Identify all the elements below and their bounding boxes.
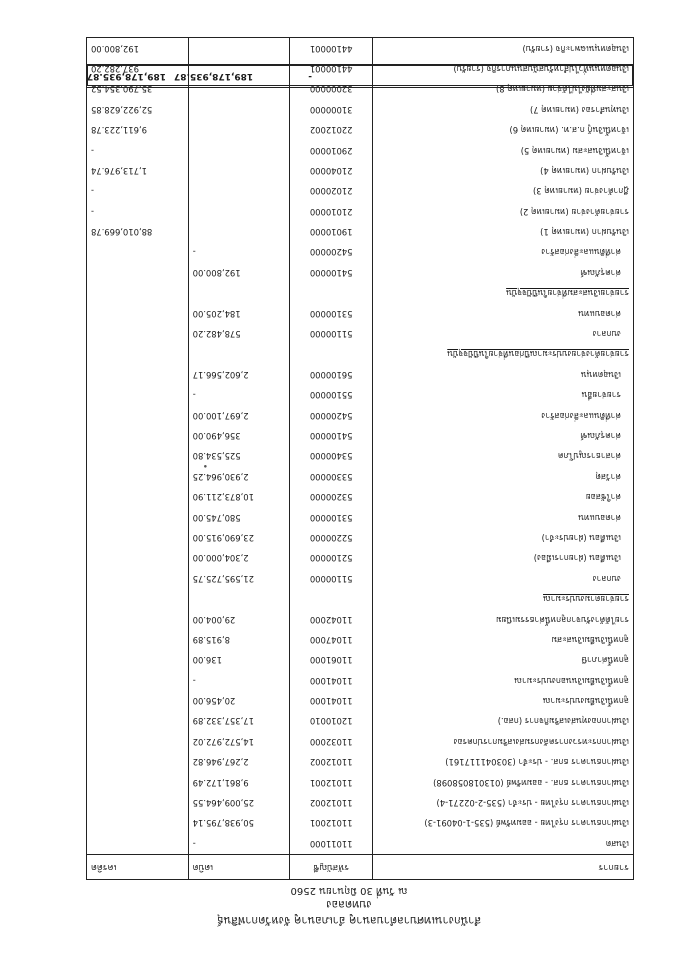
- row-debit: 580,745.00: [188, 507, 290, 527]
- row-credit: [87, 793, 189, 813]
- row-debit: -: [188, 242, 290, 262]
- row-code: 44100001: [290, 59, 373, 79]
- row-item: เจ้าหนี้เงินสะสม (หมายเหตุ 5): [373, 140, 634, 160]
- row-code: 21040000: [290, 161, 373, 181]
- row-debit: 136.00: [188, 650, 290, 670]
- row-credit: [87, 487, 189, 507]
- row-item: เงินสะสมที่ยังไม่ได้จ่าย (หมายเหตุ 8): [373, 79, 634, 99]
- row-credit: -: [87, 202, 189, 222]
- row-credit: 52,922,628.85: [87, 100, 189, 120]
- row-code: 54100000: [290, 263, 373, 283]
- row-item: เงินเดือน (ฝ่ายประจำ): [373, 528, 634, 548]
- row-credit: [87, 467, 189, 487]
- row-item: เจ้าหนี้เงินกู้ ก.ส.ท. (หมายเหตุ 6): [373, 120, 634, 140]
- row-code: 32000000: [290, 79, 373, 99]
- row-item: เงินอุดหนุน: [373, 365, 634, 385]
- row-item: เงินเดือน (ฝ่ายการเมือง): [373, 548, 634, 568]
- row-code: 21010000: [290, 202, 373, 222]
- row-credit: [87, 283, 189, 303]
- row-item: เงินฝากธนาคาร กรุงไทย - ประจำ (535-2-02271-4): [373, 793, 634, 813]
- row-credit: [87, 365, 189, 385]
- row-debit: 29,004.00: [188, 609, 290, 629]
- row-item: ค่าตอบแทน: [373, 507, 634, 527]
- row-code: 52200000: [290, 528, 373, 548]
- row-item: เงินสด: [373, 834, 634, 855]
- row-code: 53300000: [290, 467, 373, 487]
- row-code: 29010000: [290, 140, 373, 160]
- row-item: รายจ่ายตามงบประมาณ: [373, 589, 634, 609]
- row-item: ลูกหนี้ค่าภาษี: [373, 650, 634, 670]
- row-item: เงินอุดหนุนทั่วไปสำหรับสนับสนุนภารกิจ (รายรับ): [373, 59, 634, 79]
- row-credit: [87, 507, 189, 527]
- row-item: เงินรับฝาก (หมายเหตุ 4): [373, 161, 634, 181]
- table-row: [87, 732, 634, 752]
- row-item: เงินฝากกระทรวงการคลังกรมส่งเสริมการปกครอง: [373, 732, 634, 752]
- row-debit: 9,861,172.49: [188, 772, 290, 792]
- row-credit: [87, 752, 189, 772]
- table-row: [87, 202, 634, 222]
- row-debit: [188, 181, 290, 201]
- row-code: 11012002: [290, 752, 373, 772]
- row-code: 19010000: [290, 222, 373, 242]
- table-row: [87, 752, 634, 772]
- table-row: [87, 711, 634, 731]
- row-credit: [87, 324, 189, 344]
- row-credit: [87, 528, 189, 548]
- row-credit: [87, 385, 189, 405]
- row-credit: [87, 609, 189, 629]
- table-row: [87, 242, 634, 262]
- row-item: รายจ่ายอื่น: [373, 385, 634, 405]
- document-date: ณ วันที่ 30 มิถุนายน 2560: [290, 885, 408, 896]
- header-code: รหัสบัญชี: [290, 855, 373, 880]
- row-debit: [188, 100, 290, 120]
- row-credit: [87, 242, 189, 262]
- row-credit: -: [87, 140, 189, 160]
- row-code: 56100000: [290, 365, 373, 385]
- row-debit: [188, 283, 290, 303]
- table-row: [87, 385, 634, 405]
- row-code: 11032000: [290, 732, 373, 752]
- table-row: [87, 161, 634, 181]
- row-item: รายได้ค้างรับจากลูกหนี้ค่าธรรมเนียม: [373, 609, 634, 629]
- table-row: [87, 405, 634, 425]
- table-row: [87, 569, 634, 589]
- row-code: 12010010: [290, 711, 373, 731]
- row-item: เงินฝากกองทุนส่งเสริมกิจการ (กสอ.): [373, 711, 634, 731]
- table-row: [87, 222, 634, 242]
- row-item: งบกลาง: [373, 324, 634, 344]
- row-code: 11041000: [290, 691, 373, 711]
- table-row: [87, 140, 634, 160]
- row-code: 11012002: [290, 793, 373, 813]
- table-row: [87, 670, 634, 690]
- row-item: เงินรับฝาก (หมายเหตุ 1): [373, 222, 634, 242]
- trial-balance-table: [86, 37, 634, 880]
- row-debit: 578,482.20: [188, 324, 290, 344]
- totals-debit: 189,178,935.87: [174, 71, 254, 81]
- row-code: 54200000: [290, 242, 373, 262]
- row-code: 11061000: [290, 650, 373, 670]
- row-item: ค่าใช้สอย: [373, 487, 634, 507]
- row-debit: 184,205.00: [188, 303, 290, 323]
- row-debit: 23,690,915.00: [188, 528, 290, 548]
- row-debit: [188, 161, 290, 181]
- row-debit: 10,873,211.90: [188, 487, 290, 507]
- row-debit: 2,602,566.17: [188, 365, 290, 385]
- table-row: [87, 100, 634, 120]
- row-credit: [87, 670, 189, 690]
- row-credit: 937,282.20: [87, 59, 189, 79]
- row-item: ค่าที่ดินและสิ่งก่อสร้าง: [373, 242, 634, 262]
- row-credit: [87, 344, 189, 364]
- header-debit: เดบิต: [188, 855, 290, 880]
- row-code: 51100000: [290, 324, 373, 344]
- row-debit: 8,915.89: [188, 630, 290, 650]
- row-credit: [87, 650, 189, 670]
- table-row: [87, 691, 634, 711]
- row-credit: [87, 426, 189, 446]
- row-item: เงินทุนสำรอง (หมายเหตุ 7): [373, 100, 634, 120]
- row-debit: [188, 589, 290, 609]
- table-row: [87, 120, 634, 140]
- table-row: [87, 528, 634, 548]
- table-row: [87, 548, 634, 568]
- table-row: [87, 303, 634, 323]
- row-debit: 2,304,000.00: [188, 548, 290, 568]
- row-debit: 50,938,795.14: [188, 813, 290, 833]
- row-code: 44100001: [290, 38, 373, 59]
- row-credit: [87, 711, 189, 731]
- row-code: 53100000: [290, 303, 373, 323]
- row-credit: [87, 263, 189, 283]
- row-credit: [87, 691, 189, 711]
- row-code: [290, 283, 373, 303]
- row-credit: 1,713,976.74: [87, 161, 189, 181]
- row-code: [290, 589, 373, 609]
- table-row: [87, 834, 634, 855]
- row-item: เงินฝากธนาคาร ธกส. - ออมทรัพย์ (013018058098): [373, 772, 634, 792]
- row-code: 11042000: [290, 609, 373, 629]
- row-debit: 2,267,946.82: [188, 752, 290, 772]
- table-row: [87, 813, 634, 833]
- row-code: 54200000: [290, 405, 373, 425]
- row-credit: [87, 630, 189, 650]
- row-code: 53200000: [290, 487, 373, 507]
- row-item: รายจ่ายค้างจ่ายงบประมาณปีก่อนที่จ่ายในปีปัจจุบัน: [373, 344, 634, 364]
- row-code: 11047000: [290, 630, 373, 650]
- row-item: งบกลาง: [373, 569, 634, 589]
- document-title: สำนักงานเทศบาลตำบลนาคู อำเภอนาคู จังหวัดกาฬสินธุ์: [216, 914, 482, 927]
- table-row: [87, 630, 634, 650]
- row-item: เงินอุดหนุนเฉพาะกิจ (รายรับ): [373, 38, 634, 59]
- row-item: ค่าที่ดินและสิ่งก่อสร้าง: [373, 405, 634, 425]
- row-code: 11012001: [290, 813, 373, 833]
- row-code: 22012002: [290, 120, 373, 140]
- row-code: 54100000: [290, 426, 373, 446]
- row-debit: 192,800.00: [188, 263, 290, 283]
- row-credit: [87, 834, 189, 855]
- row-item: ค่าครุภัณฑ์: [373, 263, 634, 283]
- row-item: เงินฝากธนาคาร กรุงไทย - ออมทรัพย์ (535-1-04091-3): [373, 813, 634, 833]
- stray-mark: •: [202, 460, 208, 470]
- row-item: ค่าครุภัณฑ์: [373, 426, 634, 446]
- table-row: [87, 344, 634, 364]
- row-debit: [188, 222, 290, 242]
- row-item: ฎีกาค้างจ่าย (หมายเหตุ 3): [373, 181, 634, 201]
- table-row: [87, 365, 634, 385]
- row-debit: [188, 120, 290, 140]
- row-credit: -: [87, 181, 189, 201]
- row-debit: 356,490.00: [188, 426, 290, 446]
- row-item: รายจ่ายเงินสะสมที่จ่ายในปีปัจจุบัน: [373, 283, 634, 303]
- table-row: [87, 487, 634, 507]
- row-credit: 9,611,223.78: [87, 120, 189, 140]
- table-row: [87, 181, 634, 201]
- row-code: 53400000: [290, 446, 373, 466]
- row-code: 52100000: [290, 548, 373, 568]
- row-credit: [87, 446, 189, 466]
- row-item: ลูกหนี้เงินยืมเงินนอกงบประมาณ: [373, 670, 634, 690]
- row-credit: [87, 303, 189, 323]
- table-row: [87, 650, 634, 670]
- row-item: รายจ่ายค้างจ่าย (หมายเหตุ 2): [373, 202, 634, 222]
- row-code: 11041000: [290, 670, 373, 690]
- table-row: [87, 589, 634, 609]
- row-debit: 2,930,964.25: [188, 467, 290, 487]
- row-debit: 17,357,332.89: [188, 711, 290, 731]
- row-code: 11011000: [290, 834, 373, 855]
- table-row: [87, 38, 634, 59]
- table-header-row: [87, 855, 634, 880]
- row-debit: -: [188, 385, 290, 405]
- row-code: 21020000: [290, 181, 373, 201]
- row-credit: [87, 772, 189, 792]
- table-row: [87, 426, 634, 446]
- table-row: [87, 793, 634, 813]
- header-credit: เครดิต: [87, 855, 189, 880]
- totals-credit: 189,178,935.87: [86, 71, 166, 81]
- row-debit: [188, 202, 290, 222]
- row-code: 55100000: [290, 385, 373, 405]
- table-row: [87, 772, 634, 792]
- row-debit: 2,697,100.00: [188, 405, 290, 425]
- row-credit: [87, 548, 189, 568]
- row-debit: -: [188, 834, 290, 855]
- table-row: [87, 467, 634, 487]
- row-item: ค่าสาธารณูปโภค: [373, 446, 634, 466]
- table-body: [87, 38, 634, 855]
- row-debit: 525,534.80: [188, 446, 290, 466]
- row-credit: [87, 569, 189, 589]
- table-row: [87, 609, 634, 629]
- row-credit: [87, 405, 189, 425]
- row-debit: [188, 140, 290, 160]
- document-subtitle: งบทดลอง: [326, 898, 372, 911]
- row-code: 53100000: [290, 507, 373, 527]
- totals-code: -: [308, 71, 312, 81]
- row-debit: 21,595,725.75: [188, 569, 290, 589]
- row-item: ลูกหนี้เงินยืมงบประมาณ: [373, 691, 634, 711]
- row-debit: 20,456.00: [188, 691, 290, 711]
- row-debit: 14,572,972.02: [188, 732, 290, 752]
- row-item: เงินฝากธนาคาร ธกส. - ประจำ (303041117161): [373, 752, 634, 772]
- row-debit: [188, 38, 290, 59]
- row-credit: [87, 589, 189, 609]
- row-credit: 88,010,669.78: [87, 222, 189, 242]
- table-row: [87, 324, 634, 344]
- table-row: [87, 446, 634, 466]
- row-debit: [188, 344, 290, 364]
- row-code: 51100000: [290, 569, 373, 589]
- table-row: [87, 283, 634, 303]
- row-item: ค่าตอบแทน: [373, 303, 634, 323]
- row-code: 11012001: [290, 772, 373, 792]
- row-debit: -: [188, 670, 290, 690]
- row-item: ลูกหนี้เงินยืมเงินสะสม: [373, 630, 634, 650]
- totals-row: [86, 64, 634, 88]
- row-credit: 35,790,354.52: [87, 79, 189, 99]
- row-item: ค่าวัสดุ: [373, 467, 634, 487]
- row-code: [290, 344, 373, 364]
- header-item: รายการ: [373, 855, 634, 880]
- table-row: [87, 263, 634, 283]
- row-credit: 192,800.00: [87, 38, 189, 59]
- row-credit: [87, 732, 189, 752]
- table-row: [87, 507, 634, 527]
- row-debit: 25,009,464.55: [188, 793, 290, 813]
- row-credit: [87, 813, 189, 833]
- row-code: 31000000: [290, 100, 373, 120]
